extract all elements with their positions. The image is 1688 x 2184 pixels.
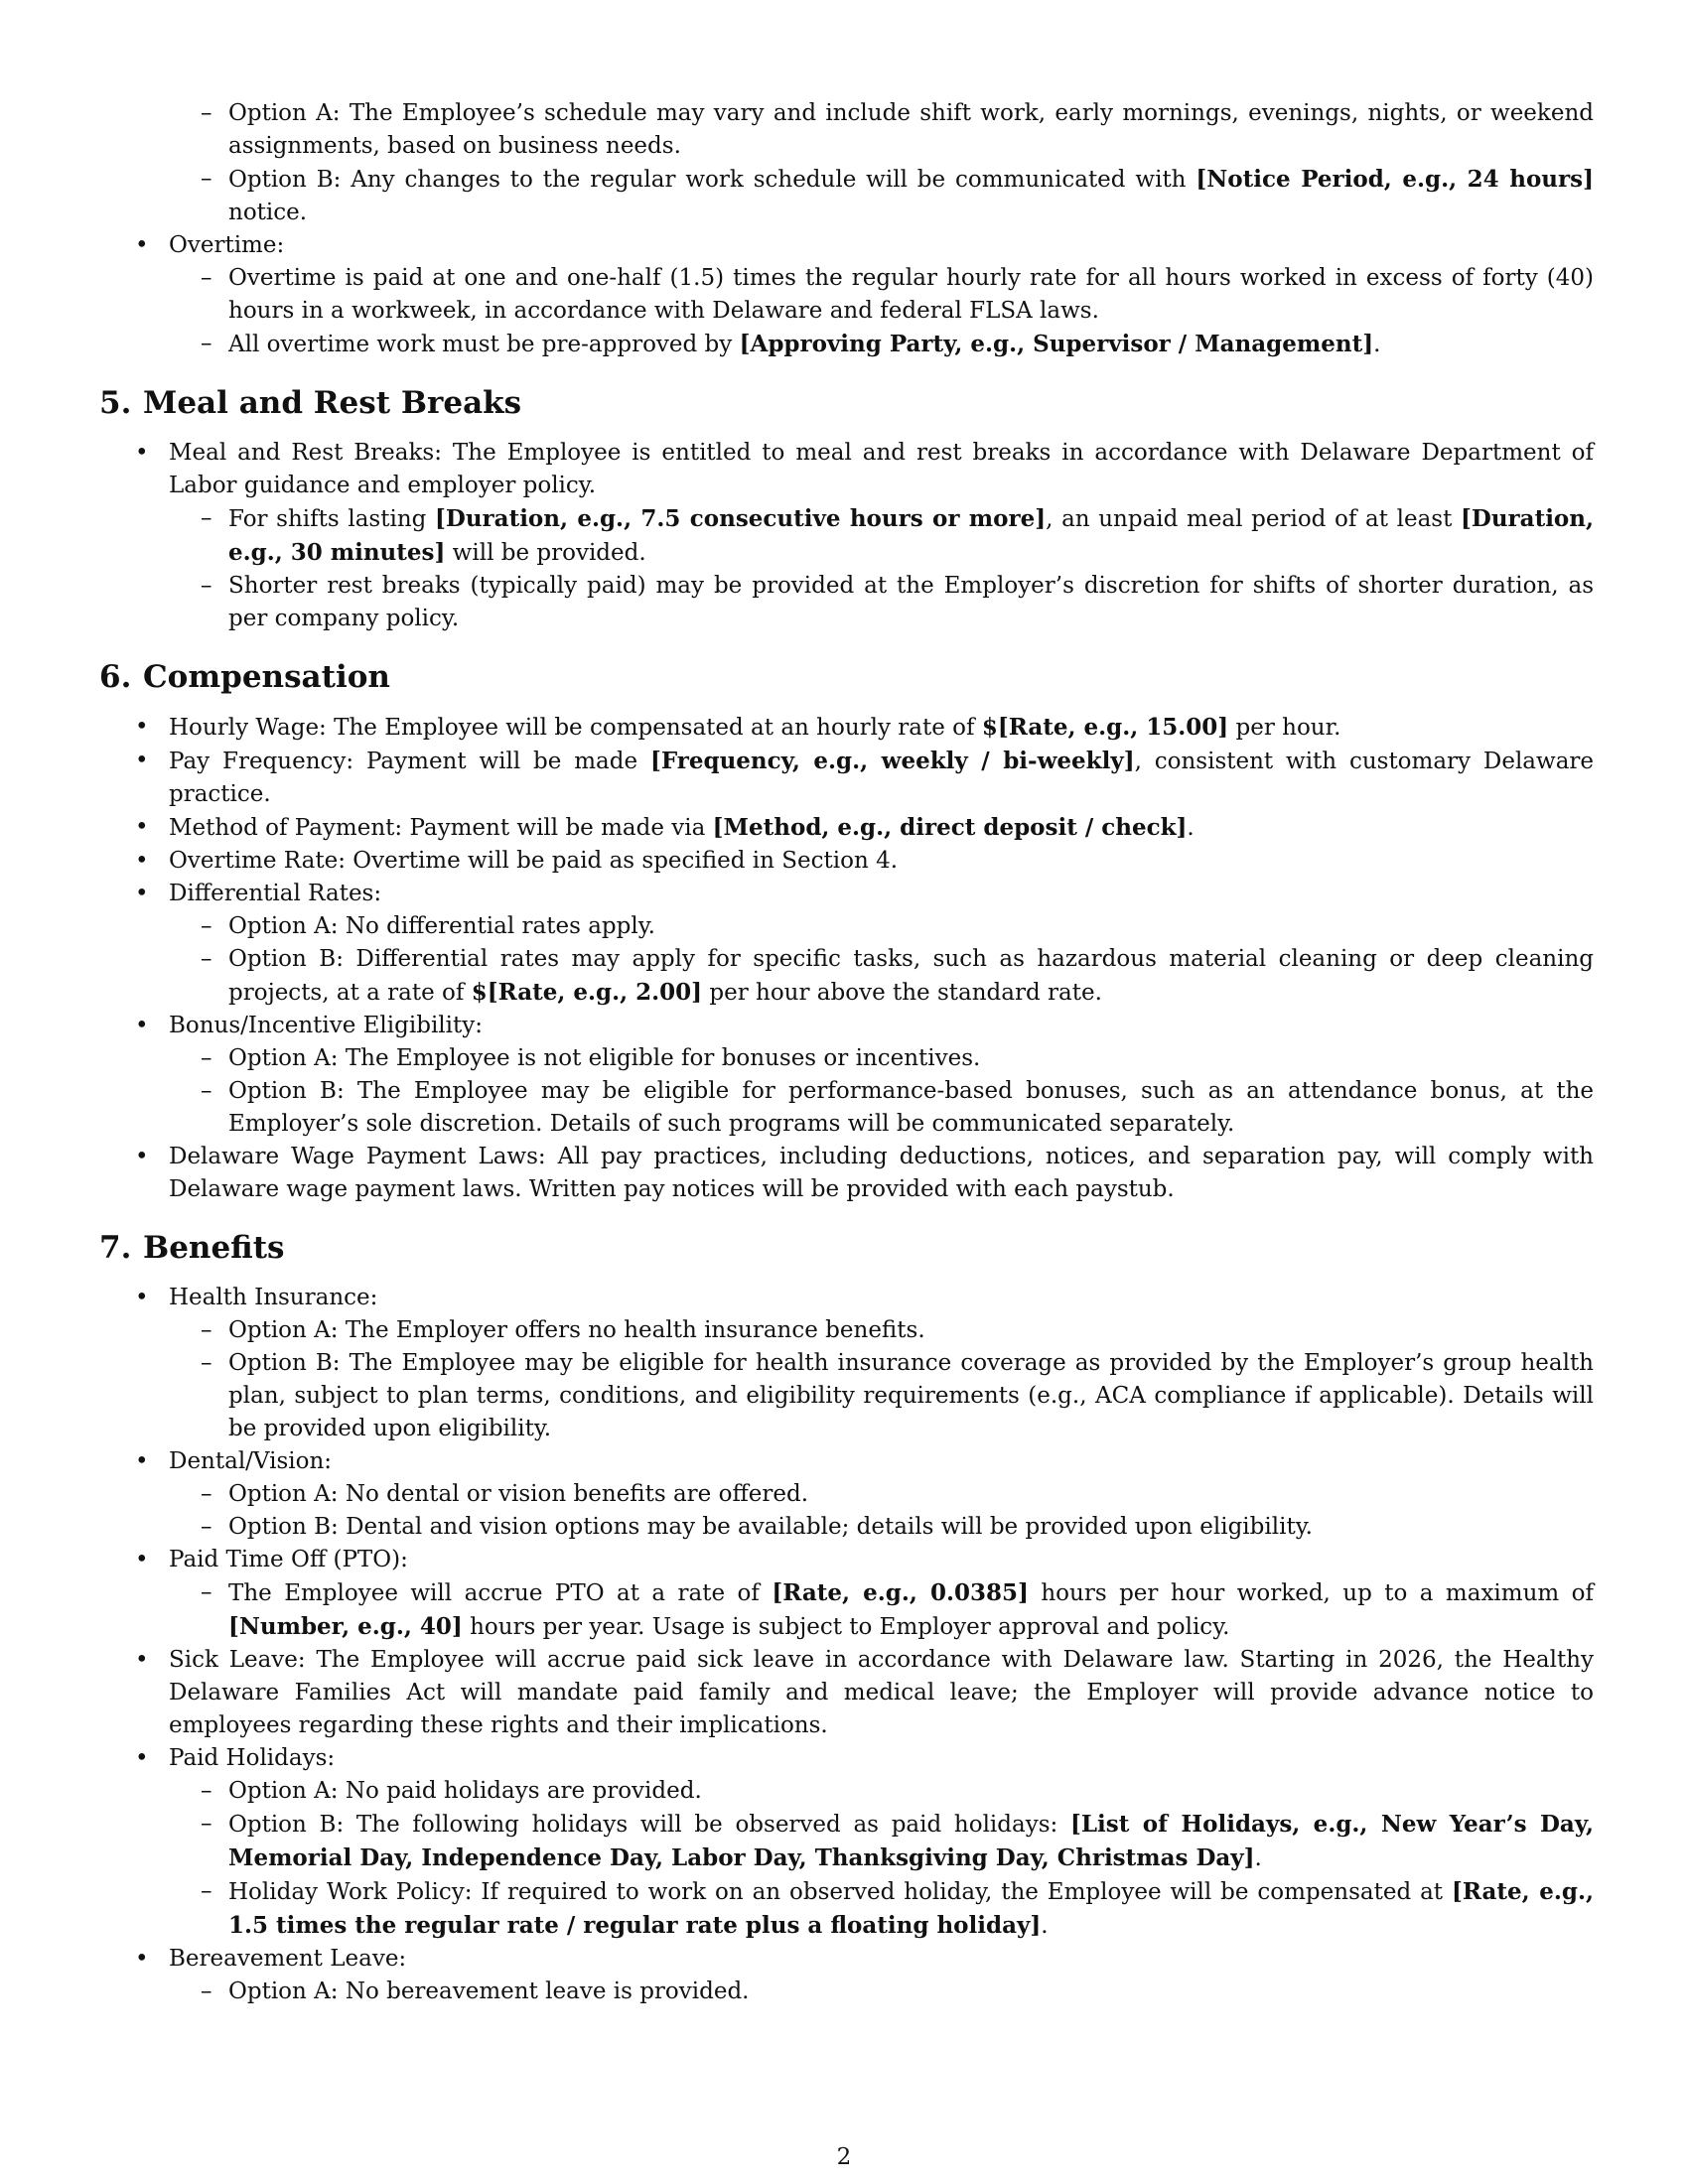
placeholder-field: $[Rate, e.g., 2.00] — [471, 979, 703, 1006]
list-item-overtime — [99, 229, 1594, 361]
list-text: Option A: The Employee is not eligible for bonuses or incentives. — [228, 1045, 981, 1071]
list-item — [99, 1644, 1594, 1742]
list-text: Delaware Wage Payment Laws: All pay practices, including deductions, notices, and separation pay, will comply with Delaware wage payment laws. Written pay notices will be provided with each paystub. — [169, 1144, 1594, 1202]
list-item — [99, 1943, 1594, 2008]
list-item — [169, 1042, 1594, 1075]
list-text: Option A: No paid holidays are provided. — [228, 1778, 702, 1804]
list-text: will be provided. — [445, 540, 646, 566]
sublist — [169, 1576, 1594, 1644]
list-item — [169, 163, 1594, 229]
placeholder-field: [Duration, e.g., 30 minutes] — [228, 505, 1595, 566]
list-item — [99, 1544, 1594, 1644]
list-item — [99, 1445, 1594, 1544]
list-text: Sick Leave: The Employee will accrue paid sick leave in accordance with Delaware law. Starting in 2026, the Healthy Delaware Families Act will mandate paid family and medical leave; the Employer will provide advance notice to employees regarding these rights and their implications. — [169, 1647, 1594, 1738]
list-text: Holiday Work Policy: If required to work on an observed holiday, the Employee will be compensated at — [228, 1879, 1452, 1905]
list-text: Option A: The Employer offers no health insurance benefits. — [228, 1317, 925, 1343]
list-text: per hour above the standard rate. — [702, 980, 1102, 1006]
list-item — [99, 711, 1594, 745]
list-item — [169, 1075, 1594, 1141]
schedule-option-a: Option A: The Employee’s schedule may vary and include shift work, early mornings, evenings, nights, or weekend assignments, based on business needs. — [228, 100, 1594, 159]
list-item — [99, 845, 1594, 878]
placeholder-field: [Frequency, e.g., weekly / bi-weekly] — [649, 748, 1135, 774]
sublist — [169, 1976, 1594, 2008]
section-4-continued — [99, 97, 1594, 361]
list-item — [99, 878, 1594, 1010]
list-text: per hour. — [1228, 715, 1341, 741]
list-item — [169, 1875, 1594, 1943]
overtime-sublist — [169, 262, 1594, 361]
list-item — [99, 1742, 1594, 1943]
placeholder-field: $[Rate, e.g., 15.00] — [981, 714, 1229, 741]
list-text: Option B: The following holidays will be observed as paid holidays: — [228, 1812, 1070, 1838]
section-heading-5 — [99, 383, 1594, 423]
sublist — [169, 1478, 1594, 1544]
list-item — [169, 1314, 1594, 1347]
page-number: 2 — [836, 2144, 852, 2170]
schedule-options — [99, 97, 1594, 229]
list-label: Bereavement Leave: — [169, 1946, 407, 1972]
list-text: . — [1373, 332, 1381, 357]
list-item — [169, 262, 1594, 328]
list-item — [169, 1976, 1594, 2008]
list-item — [169, 1775, 1594, 1808]
list-label: Bonus/Incentive Eligibility: — [169, 1013, 484, 1038]
list-item — [99, 1010, 1594, 1141]
list-item — [169, 502, 1594, 570]
list-item — [99, 437, 1594, 635]
list-label: Paid Holidays: — [169, 1745, 336, 1771]
list-item — [169, 1808, 1594, 1875]
list-text: . — [1187, 815, 1195, 841]
placeholder-field: [Rate, e.g., 1.5 times the regular rate / regular rate plus a floating holiday] — [228, 1878, 1594, 1939]
list-text: notice. — [228, 200, 308, 225]
list-item — [169, 1511, 1594, 1544]
document-body — [99, 97, 1594, 2008]
list-item — [169, 1576, 1594, 1644]
list-text: . — [1254, 1845, 1262, 1871]
list-text: Overtime Rate: Overtime will be paid as specified in Section 4. — [169, 848, 899, 874]
placeholder-field: [Duration, e.g., 7.5 consecutive hours or more] — [435, 505, 1047, 532]
section-title: Benefits — [143, 1230, 285, 1266]
list-item — [99, 1141, 1594, 1206]
list-text: Option B: The Employee may be eligible for health insurance coverage as provided by the Employer’s group health plan, subject to plan terms, conditions, and eligibility requirements (e.g., ACA compliance if applicable). Details will be provided upon eligibility. — [228, 1350, 1594, 1441]
list-text: Option B: Dental and vision options may be available; details will be provided upon eligibility. — [228, 1514, 1313, 1540]
list-text: Pay Frequency: Payment will be made — [169, 749, 650, 774]
placeholder-field: [List of Holidays, e.g., New Year’s Day, Memorial Day, Independence Day, Labor Day, Thanksgiving Day, Christmas Day] — [228, 1811, 1594, 1871]
list-text: , consistent with customary Delaware practice. — [169, 749, 1595, 807]
list-item — [99, 1282, 1594, 1445]
placeholder-field: [Rate, e.g., 0.0385] — [772, 1579, 1029, 1606]
placeholder-field: [Method, e.g., direct deposit / check] — [712, 814, 1188, 841]
section-heading-7 — [99, 1228, 1594, 1268]
list-text: Option B: The Employee may be eligible for performance-based bonuses, such as an attendance bonus, at the Employer’s sole discretion. Details of such programs will be communicated separately. — [228, 1078, 1594, 1137]
list-label: Health Insurance: — [169, 1285, 378, 1310]
list-text: Shorter rest breaks (typically paid) may be provided at the Employer’s discretion for shifts of shorter duration, as per company policy. — [228, 573, 1594, 631]
section-7-list — [99, 1282, 1594, 2008]
list-label: Overtime: — [169, 232, 285, 258]
list-text: Hourly Wage: The Employee will be compensated at an hourly rate of — [169, 715, 982, 741]
list-text: . — [1041, 1913, 1049, 1939]
placeholder-field: [Number, e.g., 40] — [228, 1613, 463, 1640]
list-text: Option A: No differential rates apply. — [228, 913, 655, 939]
list-item — [169, 910, 1594, 943]
list-text: Meal and Rest Breaks: The Employee is entitled to meal and rest breaks in accordance with Delaware Department of Labor guidance and employer policy. — [169, 440, 1594, 498]
section-number: 6. — [99, 659, 132, 695]
list-item — [169, 1347, 1594, 1445]
sublist — [169, 910, 1594, 1010]
list-text: Overtime is paid at one and one-half (1.5) times the regular hourly rate for all hours worked in excess of forty (40) hours in a workweek, in accordance with Delaware and federal FLSA laws. — [228, 265, 1594, 324]
list-text: For shifts lasting — [228, 506, 435, 532]
list-text: hours per year. Usage is subject to Employer approval and policy. — [462, 1614, 1230, 1640]
list-text: Option B: Differential rates may apply for specific tasks, such as hazardous material cleaning or deep cleaning projects, at a rate of — [228, 946, 1594, 1006]
list-label: Paid Time Off (PTO): — [169, 1547, 408, 1572]
list-text: Option A: No dental or vision benefits are offered. — [228, 1481, 809, 1507]
placeholder-field: [Notice Period, e.g., 24 hours] — [1196, 166, 1594, 193]
section-number: 5. — [99, 385, 132, 421]
list-item — [99, 811, 1594, 845]
schedule-option-list — [169, 97, 1594, 229]
section-number: 7. — [99, 1230, 132, 1266]
list-text: hours per hour worked, up to a maximum of — [1028, 1580, 1594, 1606]
section-title: Meal and Rest Breaks — [143, 385, 522, 421]
list-item — [169, 943, 1594, 1010]
list-label: Dental/Vision: — [169, 1448, 333, 1474]
placeholder-field: [Approving Party, e.g., Supervisor / Management] — [739, 331, 1374, 357]
list-item — [169, 97, 1594, 163]
list-text: All overtime work must be pre-approved by — [228, 332, 740, 357]
list-text: Method of Payment: Payment will be made via — [169, 815, 713, 841]
list-item — [169, 1478, 1594, 1511]
section-heading-6 — [99, 657, 1594, 697]
list-item — [99, 745, 1594, 811]
section-6-list — [99, 711, 1594, 1206]
list-text: The Employee will accrue PTO at a rate of — [228, 1580, 773, 1606]
list-label: Differential Rates: — [169, 881, 382, 906]
sublist — [169, 502, 1594, 635]
list-item — [169, 570, 1594, 635]
list-text: , an unpaid meal period of at least — [1046, 506, 1461, 532]
list-text: Option A: No bereavement leave is provided. — [228, 1979, 750, 2004]
sublist — [169, 1042, 1594, 1141]
list-item — [169, 328, 1594, 361]
sublist — [169, 1775, 1594, 1943]
section-title: Compensation — [143, 659, 390, 695]
section-5-list — [99, 437, 1594, 635]
sublist — [169, 1314, 1594, 1445]
list-text: Option B: Any changes to the regular work schedule will be communicated with — [228, 167, 1196, 193]
